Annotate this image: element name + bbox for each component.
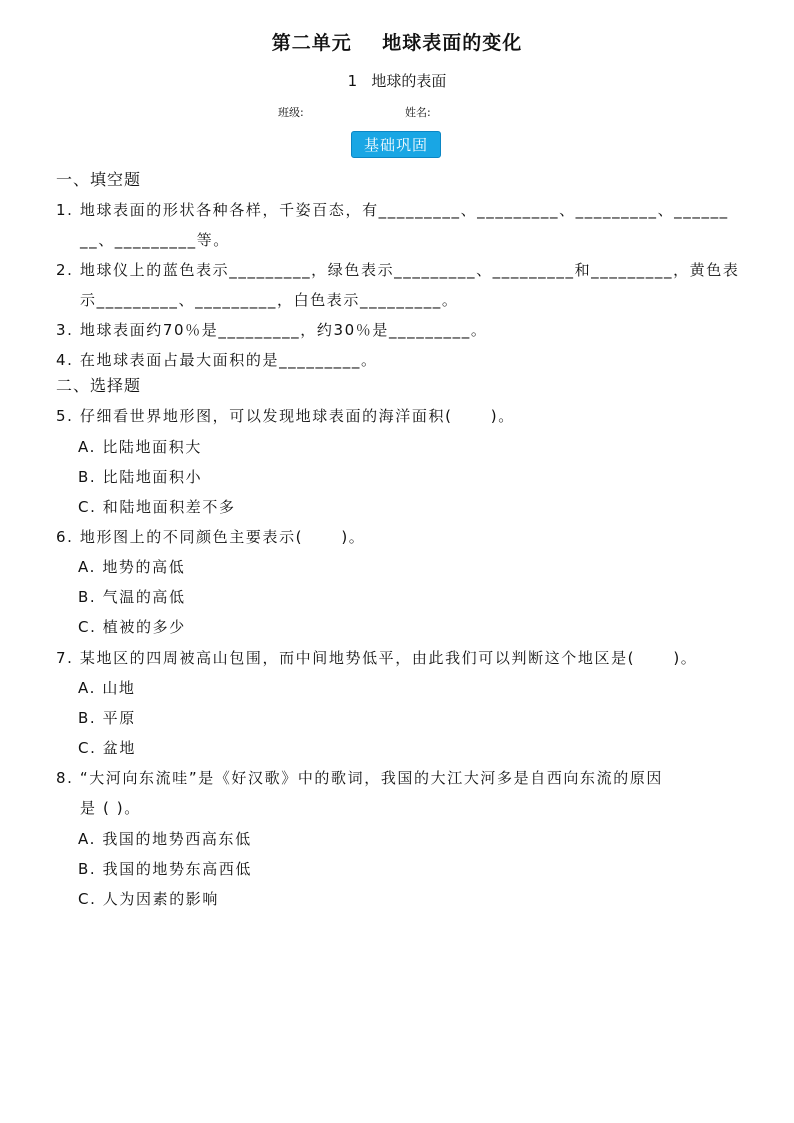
unit-title: 第二单元 地球表面的变化 (271, 32, 523, 54)
question-5: 5. 仔细看世界地形图，可以发现地球表面的海洋面积( )。 (56, 407, 515, 425)
question-6-option-b: B. 气温的高低 (78, 588, 186, 606)
question-4: 4. 在地球表面占最大面积的是_________。 (56, 351, 378, 369)
lesson-title: 1 地球的表面 (347, 72, 447, 90)
question-6-option-a: A. 地势的高低 (78, 558, 186, 576)
question-6-option-c: C. 植被的多少 (78, 618, 186, 636)
question-3: 3. 地球表面约70％是_________，约30％是_________。 (56, 321, 488, 339)
section-choice: 二、选择题 (56, 376, 142, 395)
question-7-option-a: A. 山地 (78, 679, 136, 697)
name-label: 姓名: (405, 106, 431, 119)
question-1-line-2: __、_________等。 (80, 231, 230, 249)
question-8-option-c: C. 人为因素的影响 (78, 890, 220, 908)
question-8-option-a: A. 我国的地势西高东低 (78, 830, 252, 848)
question-1-line-1: 1. 地球表面的形状各种各样，千姿百态，有_________、_________、_________、______ (56, 201, 729, 219)
question-5-option-a: A. 比陆地面积大 (78, 438, 202, 456)
question-8-option-b: B. 我国的地势东高西低 (78, 860, 253, 878)
question-7: 7. 某地区的四周被高山包围，而中间地势低平，由此我们可以判断这个地区是( )。 (56, 649, 698, 667)
section-fill-in: 一、填空题 (56, 170, 142, 189)
question-7-option-c: C. 盆地 (78, 739, 137, 757)
question-7-option-b: B. 平原 (78, 709, 136, 727)
class-label: 班级: (278, 106, 304, 119)
question-6: 6. 地形图上的不同颜色主要表示( )。 (56, 528, 366, 546)
question-8-line-1: 8. “大河向东流哇”是《好汉歌》中的歌词，我国的大江大河多是自西向东流的原因 (56, 769, 664, 787)
question-8-line-2: 是 ( )。 (80, 799, 141, 817)
question-5-option-c: C. 和陆地面积差不多 (78, 498, 236, 516)
basic-consolidation-badge: 基础巩固 (351, 131, 441, 158)
question-5-option-b: B. 比陆地面积小 (78, 468, 203, 486)
question-2-line-2: 示_________、_________，白色表示_________。 (80, 291, 459, 309)
question-2-line-1: 2. 地球仪上的蓝色表示_________，绿色表示_________、_________和_________，黄色表 (56, 261, 740, 279)
